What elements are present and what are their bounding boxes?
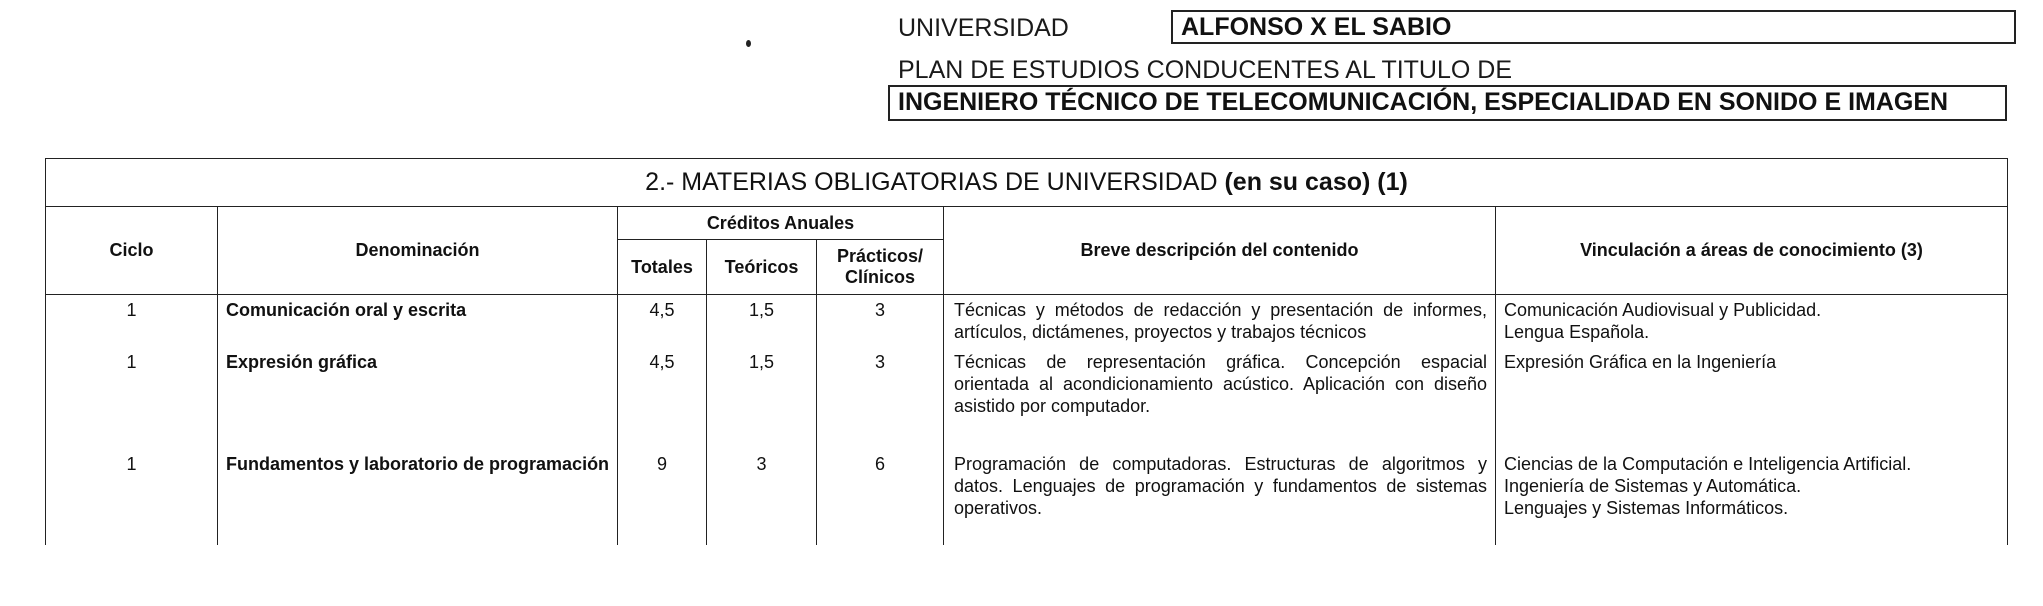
col-header-ciclo: Ciclo [46,207,218,295]
cell-totales: 4,5 [618,347,707,449]
cell-areas [1496,449,2008,545]
area-item: Ciencias de la Computación e Inteligencia Artificial. [1504,454,1912,474]
table-row [46,449,2008,545]
cell-ciclo: 1 [46,449,218,545]
subjects-table [45,158,2008,545]
cell-practicos: 3 [817,295,944,348]
cell-teoricos: 1,5 [707,347,817,449]
col-header-vinculacion: Vinculación a áreas de conocimiento (3) [1496,207,2008,295]
cell-practicos: 6 [817,449,944,545]
col-header-totales: Totales [618,240,707,295]
col-header-practicos: Prácticos/ Clínicos [817,240,944,295]
area-item: Expresión Gráfica en la Ingeniería [1504,352,1777,372]
cell-totales: 4,5 [618,295,707,348]
cell-descripcion: Programación de computadoras. Estructuras de algoritmos y datos. Lenguajes de programación y fundamentos de sistemas operativos. [944,449,1496,545]
area-item: Lengua Española. [1504,322,1650,342]
cell-denominacion: Expresión gráfica [218,347,618,449]
table-row [46,347,2008,449]
cell-areas [1496,347,2008,449]
cell-practicos: 3 [817,347,944,449]
cell-denominacion: Fundamentos y laboratorio de programación [218,449,618,545]
area-item: Lenguajes y Sistemas Informáticos. [1504,498,1789,518]
cell-descripcion: Técnicas de representación gráfica. Concepción espacial orientada al acondicionamiento acústico. Aplicación con diseño asistido por computador. [944,347,1496,449]
cell-ciclo: 1 [46,347,218,449]
scan-speck [746,40,751,47]
universidad-label: UNIVERSIDAD [898,14,1069,42]
table-title [46,159,2008,207]
plan-label: PLAN DE ESTUDIOS CONDUCENTES AL TITULO DE [898,56,1513,84]
col-header-descripcion: Breve descripción del contenido [944,207,1496,295]
area-item: Comunicación Audiovisual y Publicidad. [1504,300,1822,320]
area-item: Ingeniería de Sistemas y Automática. [1504,476,1802,496]
universidad-name-box: ALFONSO X EL SABIO [1171,10,2016,44]
col-header-denominacion: Denominación [218,207,618,295]
cell-ciclo: 1 [46,295,218,348]
col-header-teoricos: Teóricos [707,240,817,295]
table-title-main: 2.- MATERIAS OBLIGATORIAS DE UNIVERSIDAD [645,168,1218,196]
subjects-table-container [45,158,2007,545]
cell-denominacion: Comunicación oral y escrita [218,295,618,348]
cell-totales: 9 [618,449,707,545]
col-header-creditos: Créditos Anuales [618,207,944,240]
cell-teoricos: 1,5 [707,295,817,348]
cell-areas [1496,295,2008,348]
cell-descripcion: Técnicas y métodos de redacción y presentación de informes, artículos, dictámenes, proyectos y trabajos técnicos [944,295,1496,348]
table-title-suffix: (en su caso) (1) [1217,168,1408,196]
table-row [46,295,2008,348]
degree-title-box: INGENIERO TÉCNICO DE TELECOMUNICACIÓN, ESPECIALIDAD EN SONIDO E IMAGEN [888,85,2007,121]
cell-teoricos: 3 [707,449,817,545]
